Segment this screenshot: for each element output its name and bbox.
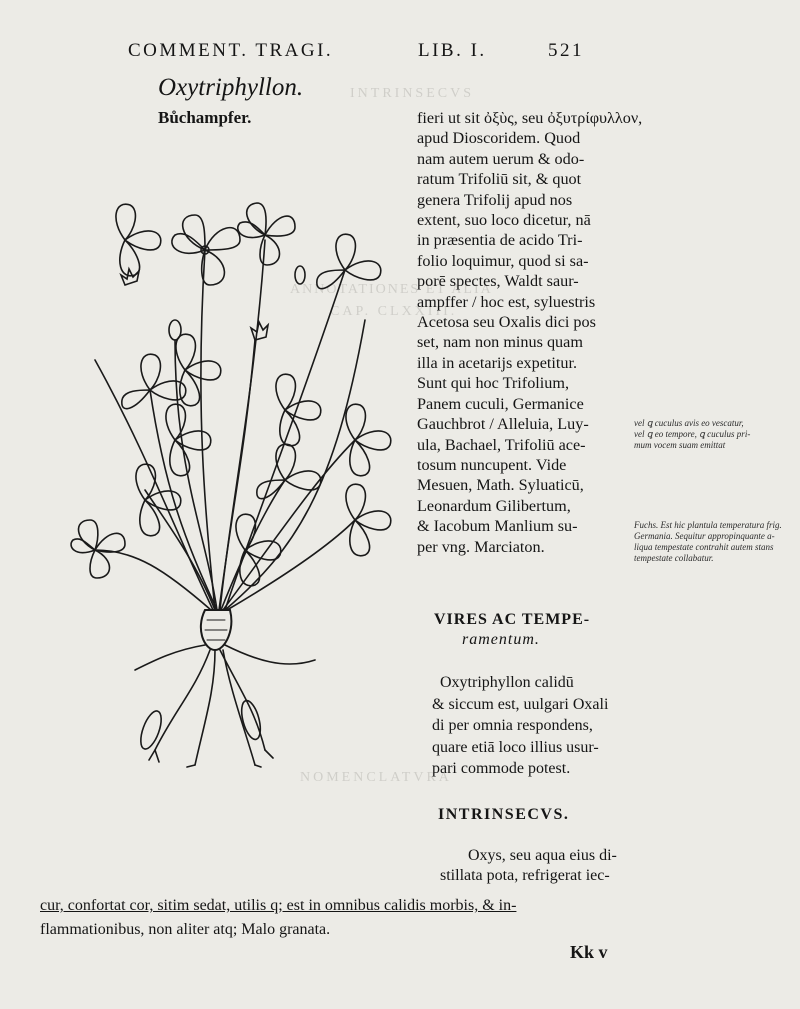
margin-note-line: mum vocem suam emittat [634,440,726,450]
page-number: 521 [548,40,584,61]
column-line: extent, suo loco dicetur, nā [417,211,591,230]
column-line: illa in acetarijs expetitur. [417,353,578,372]
column-line: fieri ut sit ὀξὺς, seu ὀξυτρίφυλλον, [417,109,643,127]
margin-note-line: Germania. Sequitur appropinquante a- [634,531,775,541]
column-line: ampffer / hoc est, syluestris [417,292,596,311]
plant-woodcut-illustration [55,190,415,770]
column-line: Mesuen, Math. Syluaticū, [417,476,584,495]
column-line: & Iacobum Manlium su- [417,517,578,536]
book-number: LIB. I. [418,40,487,61]
vires-line: quare etiā loco illius usur- [432,738,599,756]
margin-note-line: liqua tempestate contrahit autem stans [634,542,774,552]
bleed-through-3: CAP. CLXXIII. [330,304,458,319]
vires-line: & siccum est, uulgari Oxali [432,695,609,713]
column-line: tosum nuncupent. Vide [417,455,567,474]
column-line: Leonardum Gilibertum, [417,496,571,515]
margin-note-line: vel ꝗ eo tempore, ꝗ cuculus pri- [634,429,751,439]
column-line: apud Dioscoridem. Quod [417,129,581,148]
margin-note-tempestas [634,520,782,564]
section-heading-line: ramentum. [462,631,540,648]
margin-note-line: tempestate collabatur. [634,553,714,563]
bleed-through-2: ANNOTATIONES ET ALIA [290,282,493,297]
column-line: ula, Bachael, Trifoliū ace- [417,435,586,454]
vires-line: pari commode potest. [432,760,571,777]
vires-paragraph [432,672,609,780]
intrinsecus-line: Oxys, seu aqua eius di- [468,847,617,864]
bleed-through-4: NOMENCLATVRA [300,770,452,785]
column-line: porē spectes, Waldt saur- [417,272,579,291]
plant-title: Oxytriphyllon. [158,74,304,101]
margin-note-line: vel ꝗ cuculus avis eo vescatur, [634,418,744,428]
margin-note-cuculus [634,418,750,451]
vires-line: Oxytriphyllon calidū [440,674,574,691]
intrinsecus-line: stillata pota, refrigerat iec- [440,867,610,884]
intrinsecus-paragraph [440,846,617,886]
full-width-line: flammationibus, non aliter atq; Malo granata. [40,921,331,938]
column-line: set, nam non minus quam [417,333,583,352]
vires-line: di per omnia respondens, [432,717,593,734]
plant-german-name: Bůchampfer. [158,108,252,127]
bleed-through-1: INTRINSECVS [350,86,475,101]
margin-note-line: Fuchs. Est hic plantula temperatura frig. [634,520,782,530]
column-line: Panem cuculi, Germanice [417,394,584,413]
column-line: Sunt qui hoc Trifolium, [417,374,570,393]
column-line: nam autem uerum & odo- [417,149,585,168]
full-width-line: cur, confortat cor, sitim sedat, utilis q; est in omnibus calidis morbis, & in- [40,897,517,914]
column-line: folio loquimur, quod si sa- [417,251,589,270]
full-width-text [40,894,516,942]
running-title: COMMENT. TRAGI. [128,40,334,61]
main-text-column [417,108,643,557]
column-line: ratum Trifoliū sit, & quot [417,170,582,189]
column-line: in præsentia de acido Tri- [417,231,583,250]
column-line: genera Trifolij apud nos [417,190,573,209]
column-line: per vng. Marciaton. [417,537,545,556]
column-line: Acetosa seu Oxalis dici pos [417,313,596,332]
section-heading-intrinsecus: INTRINSECVS. [438,806,570,823]
running-header [128,40,584,62]
section-heading-vires [434,610,590,650]
section-heading-line: VIRES AC TEMPE- [434,611,591,628]
column-line: Gauchbrot / Alleluia, Luy- [417,415,589,434]
catchword-signature: Kk v [570,942,608,962]
